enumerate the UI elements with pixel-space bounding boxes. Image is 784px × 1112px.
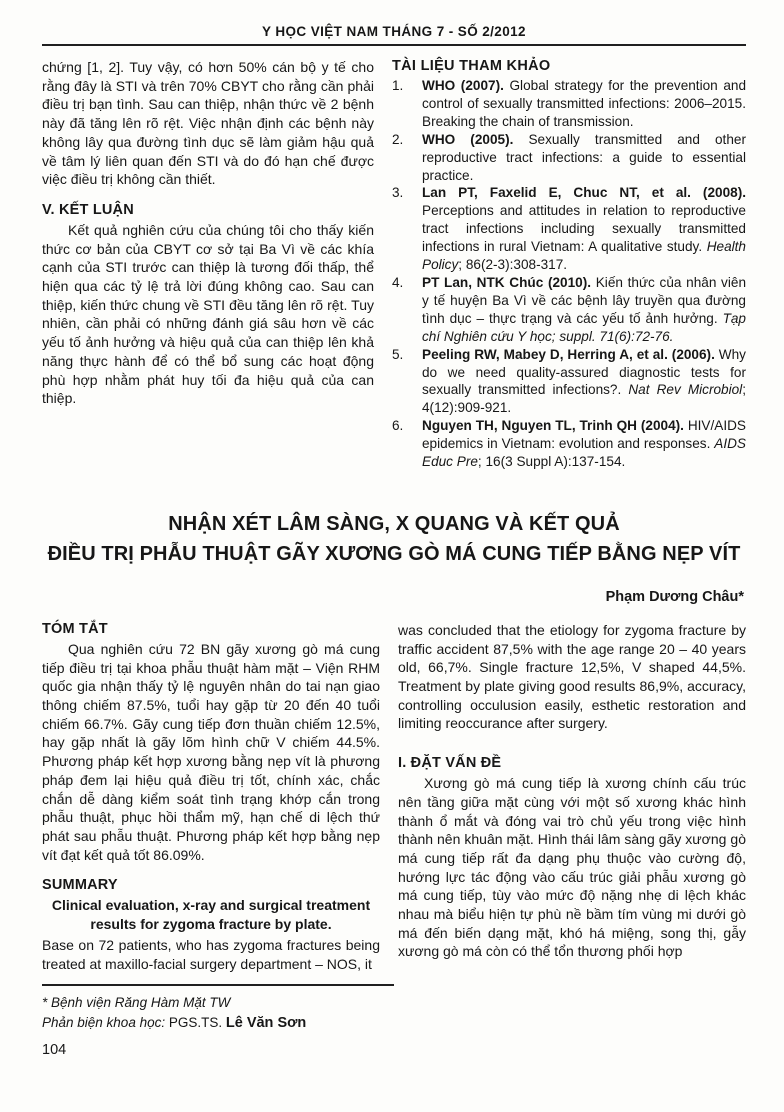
article-author: Phạm Dương Châu*: [605, 588, 744, 605]
tomtat-paragraph: Qua nghiên cứu 72 BN gãy xương gò má cung tiếp điều trị tại khoa phẫu thuật hàm mặt – Viện RHM quốc gia nhận thấy tỷ lệ nguyên nhân do tai nạn giao thông chiếm 87.5%, tuổi hay gặp từ 20 đến 40 tuổi chiếm 66.7%. Gãy cung tiếp đơn thuần chiếm 12.5%, hay gặp nhất là gãy lõm hình chữ V chiếm 44.5%. Phương pháp kết hợp xương bằng nẹp vít là phương pháp đem lại hiệu quả điều trị tốt, chính xác, chắc chắn dễ dàng kiểm soát tình trạng khớp cắn trong phẫu thuật, phục hồi thẩm mỹ, hạn chế di lệch thứ phát sau phẫu thuật. Phương pháp kết hợp bằng nẹp vít đạt kết quả tốt 86.09%.: [42, 640, 380, 863]
footnote-divider: [42, 984, 394, 986]
review-degree: PGS.TS.: [168, 1014, 226, 1030]
page-number: 104: [42, 1041, 67, 1058]
article-title-line1: NHẬN XÉT LÂM SÀNG, X QUANG VÀ KẾT QUẢ: [168, 512, 620, 535]
journal-header: Y HỌC VIỆT NAM THÁNG 7 - SỐ 2/2012: [262, 24, 526, 39]
reference-text: Nguyen TH, Nguyen TL, Trinh QH (2004). HIV/AIDS epidemics in Vietnam: evolution and responses. AIDS Educ Pre; 16(3 Suppl A):137-154.: [422, 418, 746, 470]
prev-article-continuation: chứng [1, 2]. Tuy vậy, có hơn 50% cán bộ y tế cho rằng đây là STI và trên 70% CBYT cho rằng cần phải điều trị bạn tình. Sau can thiệp, nhận thức về 2 bệnh này đã tăng lên rõ rệt. Việc nhận định các bệnh này không lây qua đường tình dục sẽ làm giảm hậu quả về tâm lý liên quan đến STI và do đó hạn chế được việc điều trị không cần thiết.: [42, 59, 374, 188]
reference-item: [392, 417, 746, 471]
reference-text: PT Lan, NTK Chúc (2010). Kiến thức của nhân viên y tế huyện Ba Vì về các bệnh lây truyền qua đường tình dục – thực trạng và các yếu tố ảnh hưởng. Tạp chí Nghiên cứu Y học; suppl. 71(6):72-76.: [422, 274, 746, 344]
article-section: [42, 621, 746, 974]
summary-paragraph-right: was concluded that the etiology for zygoma fracture by traffic accident 87,5% with the age range 20 – 40 years old, 66,7%. Single fracture 12,5%, V shaped 44,5%. Treatment by plate giving good results 86,9%, accuracy, controlling occulusion easily, esthetic restoration and limiting reoccurance after surgery.: [398, 621, 746, 732]
reference-number: 2.: [392, 131, 404, 147]
top-section: [42, 58, 746, 471]
reference-item: [392, 184, 746, 274]
article-title-line2: ĐIỀU TRỊ PHẪU THUẬT GÃY XƯƠNG GÒ MÁ CUNG TIẾP BẰNG NẸP VÍT: [47, 542, 741, 565]
review-label: Phản biện khoa học:: [42, 1014, 169, 1030]
summary-subtitle: Clinical evaluation, x-ray and surgical treatment results for zygoma fracture by plate.: [51, 897, 371, 933]
reference-number: 5.: [392, 346, 404, 362]
header-divider: [42, 44, 746, 46]
reference-number: 3.: [392, 185, 404, 201]
reference-number: 4.: [392, 274, 404, 290]
prev-article-column: [42, 58, 374, 471]
article-title: [42, 509, 746, 569]
article-right-column: [398, 621, 746, 974]
datvande-paragraph: Xương gò má cung tiếp là xương chính cấu trúc nên tầng giữa mặt cùng với một số xương khác hình thành ổ mắt và đóng vai trò chủ yếu trong việc hình thành nên khuân mặt. Hình thái lâm sàng gãy xương gò má cung tiếp rất đa dạng phụ thuộc vào cường độ, hướng lực tác động vào cấu trúc giải phẫu xương gò má cung tiếp, tùy vào mức độ nặng nhẹ di lệch khác nhau mà biểu hiện tự phù nề bầm tím vùng mi dưới gò má đến biến dạng mặt, khó há miệng, song thị, gẫy xương gò má còn có thể tổn thương phối hợp: [398, 775, 746, 960]
reference-item: [392, 77, 746, 131]
summary-heading: SUMMARY: [42, 877, 118, 894]
summary-paragraph-left: Base on 72 patients, who has zygoma fractures being treated at maxillo-facial surgery department – NOS, it: [42, 937, 380, 973]
reference-text: WHO (2005). Sexually transmitted and other reproductive tract infections: a guide to essential practice.: [422, 131, 746, 183]
tomtat-heading: TÓM TẮT: [42, 620, 108, 637]
reviewer-name: Lê Văn Sơn: [225, 1014, 307, 1031]
reference-number: 6.: [392, 418, 404, 434]
conclusion-paragraph: Kết quả nghiên cứu của chúng tôi cho thấy kiến thức cơ bản của CBYT cơ sở tại Ba Vì về các khía cạnh của STI trước can thiệp là tương đối thấp, thể hiện qua các tỷ lệ trả lời đúng không cao. Sau can thiệp, kiến thức chung về STI đều tăng lên rõ rệt. Tuy nhiên, cần phải có những đánh giá sâu hơn về các yếu tố ảnh hưởng và hiệu quả của can thiệp lên khả năng thực hành để có thể bổ sung các hoạt động phù hợp nhằm phát huy tối đa hiệu quả của can thiệp.: [42, 221, 374, 407]
article-left-column: [42, 621, 380, 974]
conclusion-heading: V. KẾT LUẬN: [42, 201, 134, 218]
references-heading: TÀI LIỆU THAM KHẢO: [392, 58, 551, 74]
datvande-heading: I. ĐẶT VẤN ĐỀ: [398, 755, 502, 772]
reference-number: 1.: [392, 78, 404, 93]
author-affiliation: * Bệnh viện Răng Hàm Mặt TW: [42, 994, 231, 1010]
references-column: [392, 58, 746, 471]
scientific-review-line: [42, 1012, 746, 1034]
reference-text: WHO (2007). Global strategy for the prevention and control of sexually transmitted infections: 2006–2015. Breaking the chain of transmission.: [422, 78, 746, 129]
reference-item: [392, 274, 746, 346]
reference-text: Peeling RW, Mabey D, Herring A, et al. (2006). Why do we need quality-assured diagnostic tests for sexually transmitted infections?. Nat Rev Microbiol; 4(12):909-921.: [422, 346, 746, 416]
reference-item: [392, 346, 746, 418]
reference-item: [392, 131, 746, 185]
reference-text: Lan PT, Faxelid E, Chuc NT, et al. (2008). Perceptions and attitudes in relation to reproductive tract infections including sexually transmitted infections in rural Vietnam: A qualitative study. Health Policy; 86(2-3):308-317.: [422, 185, 746, 273]
